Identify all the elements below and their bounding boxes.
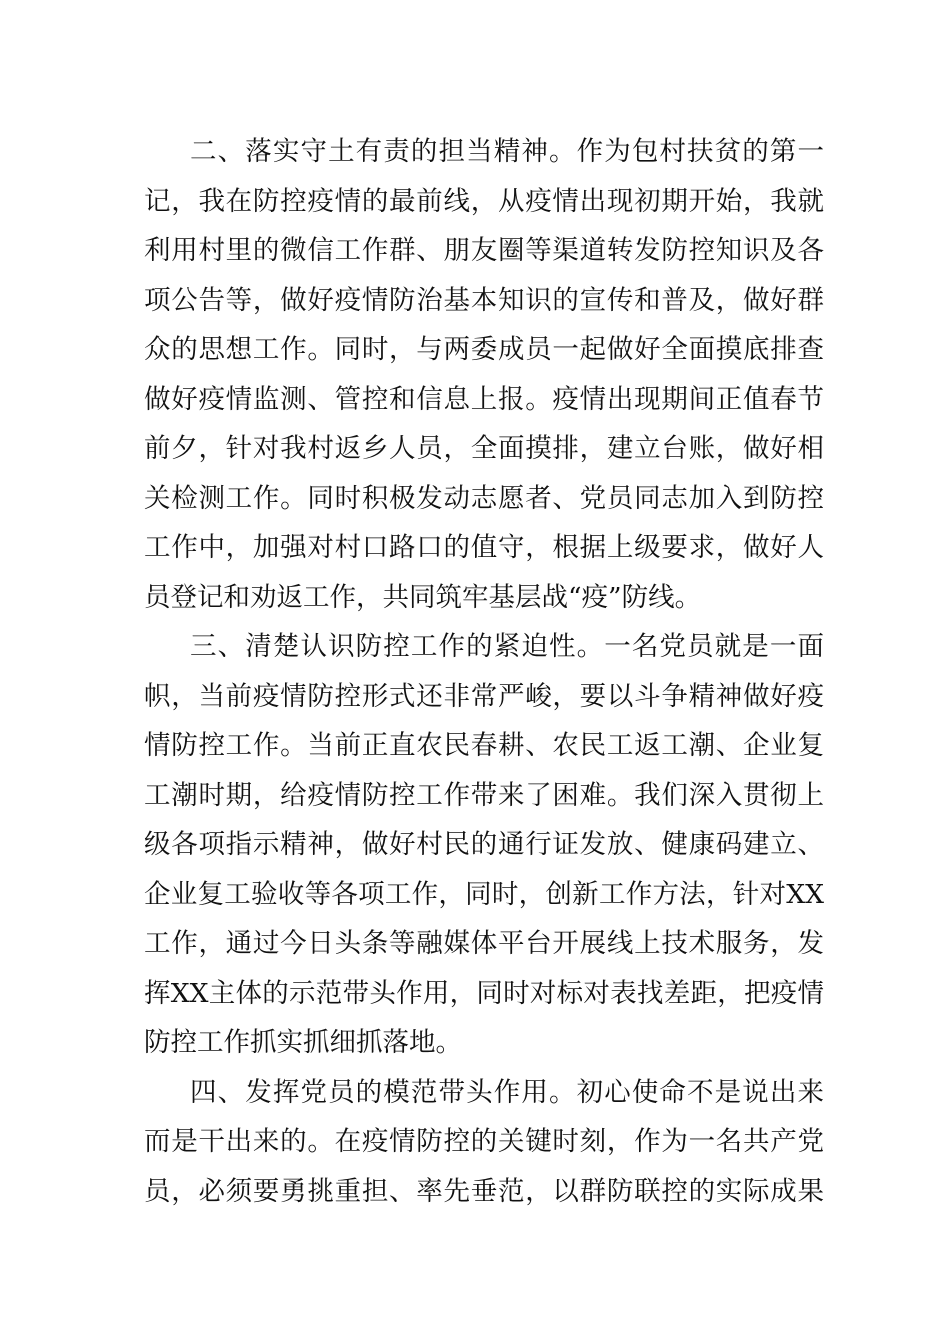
paragraph-4-line: 而是干出来的。在疫情防控的关键时刻，作为一名共产党 bbox=[144, 1126, 824, 1157]
paragraph-3-line: 企业复工验收等各项工作，同时，创新工作方法，针对XX bbox=[144, 878, 824, 910]
paragraph-2-line: 众的思想工作。同时，与两委成员一起做好全面摸底排查 bbox=[144, 334, 824, 365]
paragraph-3-last-line: 防控工作抓实抓细抓落地。 bbox=[144, 1027, 462, 1058]
paragraph-4-line: 员，必须要勇挑重担、率先垂范，以群防联控的实际成果 bbox=[144, 1175, 824, 1207]
paragraph-3-line: 级各项指示精神，做好村民的通行证发放、健康码建立、 bbox=[144, 829, 824, 860]
paragraph-2-line: 利用村里的微信工作群、朋友圈等渠道转发防控知识及各 bbox=[144, 235, 824, 266]
paragraph-3-line: 帜，当前疫情防控形式还非常严峻，要以斗争精神做好疫 bbox=[144, 680, 824, 712]
paragraph-2-line: 工作中，加强对村口路口的值守，根据上级要求，做好人 bbox=[144, 532, 824, 563]
body-text bbox=[144, 127, 824, 1216]
paragraph-3-line: 工作，通过今日头条等融媒体平台开展线上技术服务，发 bbox=[144, 928, 824, 959]
paragraph-3-line: 挥XX主体的示范带头作用，同时对标对表找差距，把疫情 bbox=[144, 977, 824, 1009]
paragraph-2-last-line: 员登记和劝返工作，共同筑牢基层战“疫”防线。 bbox=[144, 581, 702, 613]
paragraph-4-line: 四、发挥党员的模范带头作用。初心使命不是说出来 bbox=[190, 1076, 824, 1108]
paragraph-2-line: 前夕，针对我村返乡人员，全面摸排，建立台账，做好相 bbox=[144, 433, 824, 464]
paragraph-3-line: 三、清楚认识防控工作的紧迫性。一名党员就是一面 bbox=[190, 631, 824, 662]
paragraph-2-line: 记，我在防控疫情的最前线，从疫情出现初期开始，我就 bbox=[144, 185, 824, 217]
paragraph-2-line: 二、落实守土有责的担当精神。作为包村扶贫的第一 bbox=[190, 136, 824, 167]
paragraph-3-line: 情防控工作。当前正直农民春耕、农民工返工潮、企业复 bbox=[144, 730, 824, 761]
paragraph-2-line: 做好疫情监测、管控和信息上报。疫情出现期间正值春节 bbox=[144, 383, 824, 415]
paragraph-2-line: 关检测工作。同时积极发动志愿者、党员同志加入到防控 bbox=[144, 482, 824, 514]
paragraph-3-line: 工潮时期，给疫情防控工作带来了困难。我们深入贯彻上 bbox=[144, 779, 824, 811]
paragraph-2-line: 项公告等，做好疫情防治基本知识的宣传和普及，做好群 bbox=[144, 284, 824, 316]
